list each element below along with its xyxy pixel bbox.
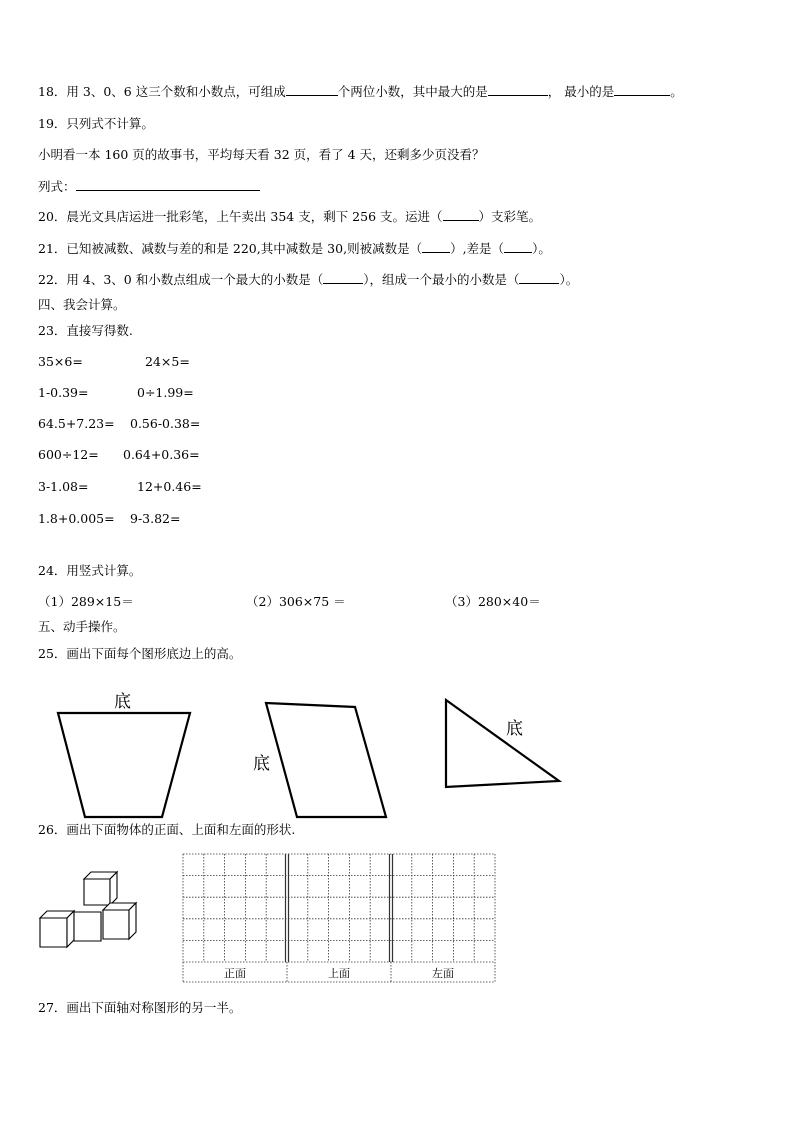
vertical-calc-1: （1）289×15＝: [38, 594, 134, 609]
calc-item: 12+0.46=: [137, 479, 202, 494]
grid-panel-label: 正面: [224, 967, 246, 980]
question-text: ）。: [559, 272, 579, 287]
formula-label: 列式：: [38, 179, 76, 194]
section-5-title: 五、动手操作。: [38, 619, 126, 634]
question-text: 用 3、0、6 这三个数和小数点，可组成: [66, 84, 286, 99]
question-number: 27．: [38, 1000, 67, 1015]
question-number: 21．: [38, 241, 67, 256]
question-text: 已知被减数、减数与差的和是 220,其中减数是 30,则被减数是（: [66, 241, 423, 256]
question-text: ）支彩笔。: [478, 209, 542, 224]
question-text: 。: [670, 84, 683, 99]
question-text: 直接写得数.: [66, 323, 133, 338]
question-text: ）。: [532, 241, 551, 256]
question-text: 只列式不计算。: [66, 116, 154, 131]
base-label: 底: [114, 692, 131, 712]
question-text: 用竖式计算。: [66, 563, 142, 578]
calc-item: 64.5+7.23=: [38, 416, 115, 431]
question-text: 画出下面轴对称图形的另一半。: [66, 1000, 242, 1015]
calc-item: 3-1.08=: [38, 479, 89, 494]
base-label: 底: [253, 754, 270, 774]
vertical-calc-2: （2）306×75 ＝: [246, 594, 346, 609]
question-text: 晨光文具店运进一批彩笔，上午卖出 354 支，剩下 256 支。运进（: [66, 209, 443, 224]
vertical-calc-3: （3）280×40＝: [445, 594, 541, 609]
calc-item: 0.64+0.36=: [123, 447, 200, 462]
section-4-title: 四、我会计算。: [38, 297, 126, 312]
question-text: ）,差是（: [450, 241, 505, 256]
calc-item: 24×5=: [145, 354, 190, 369]
grid-panel-label: 上面: [328, 967, 350, 980]
calc-item: 600÷12=: [38, 447, 99, 462]
question-text: 个两位小数，其中最大的是: [337, 84, 488, 99]
base-label: 底: [506, 719, 523, 739]
grid-panel-label: 左面: [432, 967, 454, 980]
question-number: 23．: [38, 323, 67, 338]
question-number: 20．: [38, 209, 67, 224]
question-number: 19．: [38, 116, 67, 131]
question-19-problem: 小明看一本 160 页的故事书，平均每天看 32 页，看了 4 天，还剩多少页没看？: [38, 147, 485, 162]
calc-item: 0÷1.99=: [137, 385, 194, 400]
question-text: 画出下面物体的正面、上面和左面的形状.: [66, 822, 296, 837]
question-number: 22．: [38, 272, 67, 287]
question-number: 25．: [38, 646, 67, 661]
question-text: 用 4、3、0 和小数点组成一个最大的小数是（: [66, 272, 324, 287]
question-text: 画出下面每个图形底边上的高。: [66, 646, 242, 661]
question-number: 24．: [38, 563, 67, 578]
calc-item: 1.8+0.005=: [38, 511, 115, 526]
question-27-title: [38, 1000, 241, 1016]
calc-item: 35×6=: [38, 354, 83, 369]
calc-item: 9-3.82=: [130, 511, 181, 526]
calc-item: 1-0.39=: [38, 385, 89, 400]
calc-item: 0.56-0.38=: [130, 416, 201, 431]
question-text: ），组成一个最小的小数是（: [363, 272, 520, 287]
question-text: ， 最小的是: [547, 84, 615, 99]
question-number: 26．: [38, 822, 67, 837]
question-number: 18．: [38, 84, 67, 99]
